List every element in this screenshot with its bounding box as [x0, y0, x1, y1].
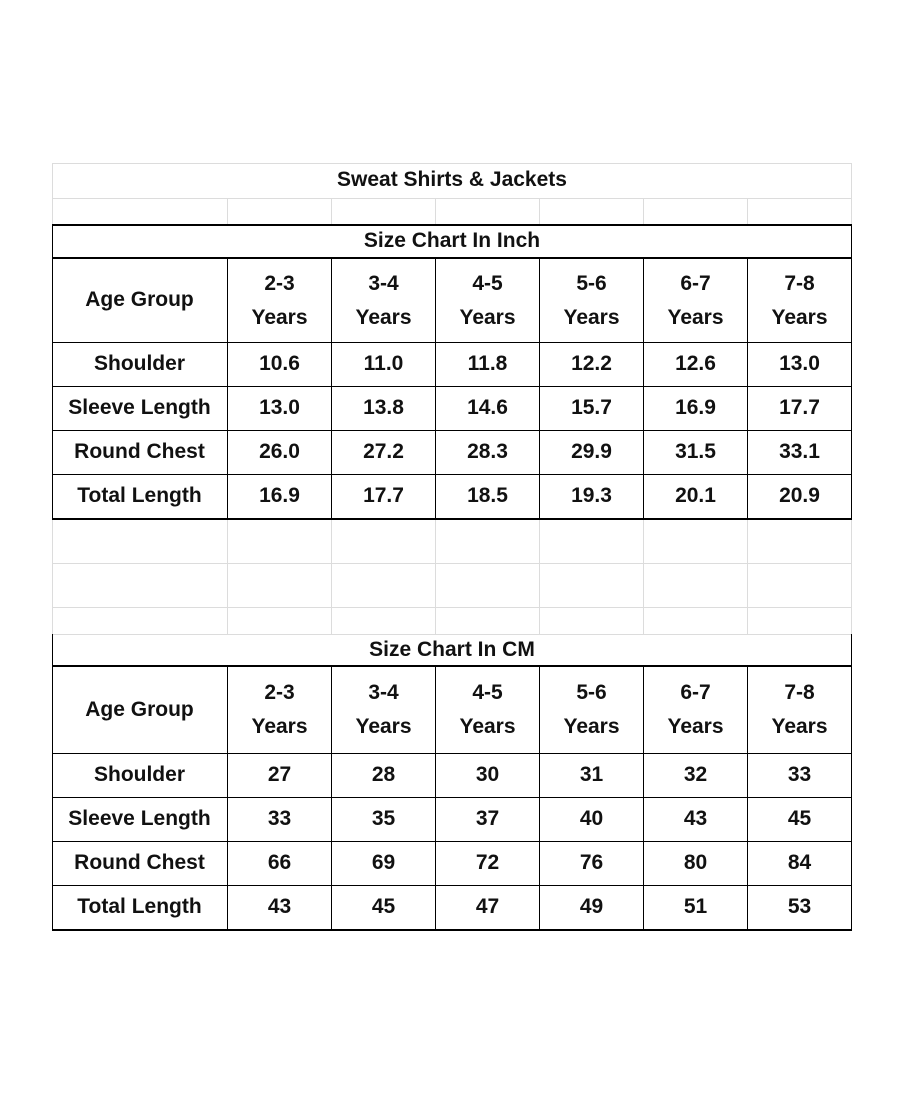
- inch-value-cell: 15.7: [571, 396, 612, 420]
- age-range: 6-7: [680, 681, 711, 704]
- age-range: 3-4: [368, 271, 399, 295]
- cm-value-cell: 37: [475, 807, 500, 831]
- cm-value-cell: 35: [371, 807, 396, 831]
- age-range: 4-5: [472, 271, 503, 295]
- inch-value-cell: 10.6: [259, 352, 300, 376]
- inch-value-cell: 12.6: [675, 352, 716, 376]
- cm-value-cell: 43: [267, 895, 292, 919]
- inch-value-cell: 18.5: [467, 484, 508, 508]
- cm-table-heading: Size Chart In CM: [369, 637, 535, 661]
- age-range: 7-8: [784, 681, 815, 704]
- cm-value-cell: 32: [683, 763, 708, 787]
- inch-value-cell: 13.0: [779, 352, 820, 376]
- cm-value-cell: 66: [267, 851, 292, 875]
- age-range: 5-6: [576, 271, 607, 295]
- age-range: 3-4: [368, 681, 399, 704]
- cm-value-cell: 72: [475, 851, 500, 875]
- cm-col-header: [436, 667, 539, 753]
- inch-col-header: [748, 259, 851, 342]
- inch-col-header: [540, 259, 643, 342]
- cm-value-cell: 80: [683, 851, 708, 875]
- cm-value-cell: 53: [787, 895, 812, 919]
- cm-value-cell: 45: [787, 807, 812, 831]
- inch-value-cell: 16.9: [259, 484, 300, 508]
- age-unit: Years: [771, 715, 828, 738]
- inch-value-cell: 11.0: [363, 352, 404, 376]
- inch-value-cell: 26.0: [259, 440, 300, 464]
- cm-col-header: [332, 667, 435, 753]
- inch-value-cell: 28.3: [467, 440, 508, 464]
- cm-row-label: Shoulder: [93, 763, 185, 787]
- inch-age-group-header: Age Group: [85, 288, 194, 312]
- inch-value-cell: 31.5: [675, 440, 716, 464]
- cm-value-cell: 69: [371, 851, 396, 875]
- inch-value-cell: 13.0: [259, 396, 300, 420]
- age-range: 7-8: [784, 271, 815, 295]
- cm-value-cell: 30: [475, 763, 500, 787]
- cm-value-cell: 28: [371, 763, 396, 787]
- inch-col-header: [644, 259, 747, 342]
- page-title: Sweat Shirts & Jackets: [337, 168, 567, 192]
- inch-col-header: [332, 259, 435, 342]
- inch-value-cell: 19.3: [571, 484, 612, 508]
- age-unit: Years: [667, 715, 724, 738]
- cm-row-label: Round Chest: [74, 851, 205, 875]
- age-unit: Years: [563, 715, 620, 738]
- cm-value-cell: 27: [267, 763, 292, 787]
- cm-value-cell: 43: [683, 807, 708, 831]
- cm-col-header: [540, 667, 643, 753]
- inch-row-label: Sleeve Length: [68, 396, 211, 420]
- age-range: 5-6: [576, 681, 607, 704]
- inch-value-cell: 17.7: [363, 484, 404, 508]
- age-unit: Years: [771, 305, 828, 329]
- age-unit: Years: [459, 715, 516, 738]
- age-unit: Years: [667, 305, 724, 329]
- cm-value-cell: 40: [579, 807, 604, 831]
- cm-value-cell: 33: [267, 807, 292, 831]
- cm-row-label: Sleeve Length: [68, 807, 211, 831]
- inch-value-cell: 29.9: [571, 440, 612, 464]
- age-unit: Years: [563, 305, 620, 329]
- cm-col-header: [228, 667, 331, 753]
- inch-value-cell: 33.1: [779, 440, 820, 464]
- inch-col-header: [228, 259, 331, 342]
- age-unit: Years: [355, 715, 412, 738]
- age-unit: Years: [251, 715, 308, 738]
- size-chart-sheet: [52, 163, 852, 931]
- age-range: 2-3: [264, 681, 295, 704]
- inch-col-header: [436, 259, 539, 342]
- inch-value-cell: 11.8: [467, 352, 508, 376]
- age-unit: Years: [459, 305, 516, 329]
- cm-col-header: [748, 667, 851, 753]
- inch-value-cell: 13.8: [363, 396, 404, 420]
- inch-value-cell: 17.7: [779, 396, 820, 420]
- cm-value-cell: 49: [579, 895, 604, 919]
- age-unit: Years: [355, 305, 412, 329]
- inch-value-cell: 16.9: [675, 396, 716, 420]
- cm-row-label: Total Length: [77, 895, 202, 919]
- cm-value-cell: 76: [579, 851, 604, 875]
- inch-value-cell: 12.2: [571, 352, 612, 376]
- cm-value-cell: 31: [579, 763, 604, 787]
- inch-value-cell: 20.1: [675, 484, 716, 508]
- age-range: 2-3: [264, 271, 295, 295]
- cm-value-cell: 51: [683, 895, 708, 919]
- cm-col-header: [644, 667, 747, 753]
- inch-row-label: Total Length: [77, 484, 202, 508]
- cm-value-cell: 47: [475, 895, 500, 919]
- age-range: 4-5: [472, 681, 503, 704]
- age-range: 6-7: [680, 271, 711, 295]
- inch-row-label: Round Chest: [74, 440, 205, 464]
- inch-row-label: Shoulder: [93, 352, 185, 376]
- inch-value-cell: 14.6: [467, 396, 508, 420]
- cm-value-cell: 33: [787, 763, 812, 787]
- cm-value-cell: 45: [371, 895, 396, 919]
- inch-value-cell: 27.2: [363, 440, 404, 464]
- age-unit: Years: [251, 305, 308, 329]
- cm-value-cell: 84: [787, 851, 812, 875]
- cm-age-group-header: Age Group: [85, 697, 194, 721]
- inch-table-heading: Size Chart In Inch: [363, 228, 541, 252]
- inch-value-cell: 20.9: [779, 484, 820, 508]
